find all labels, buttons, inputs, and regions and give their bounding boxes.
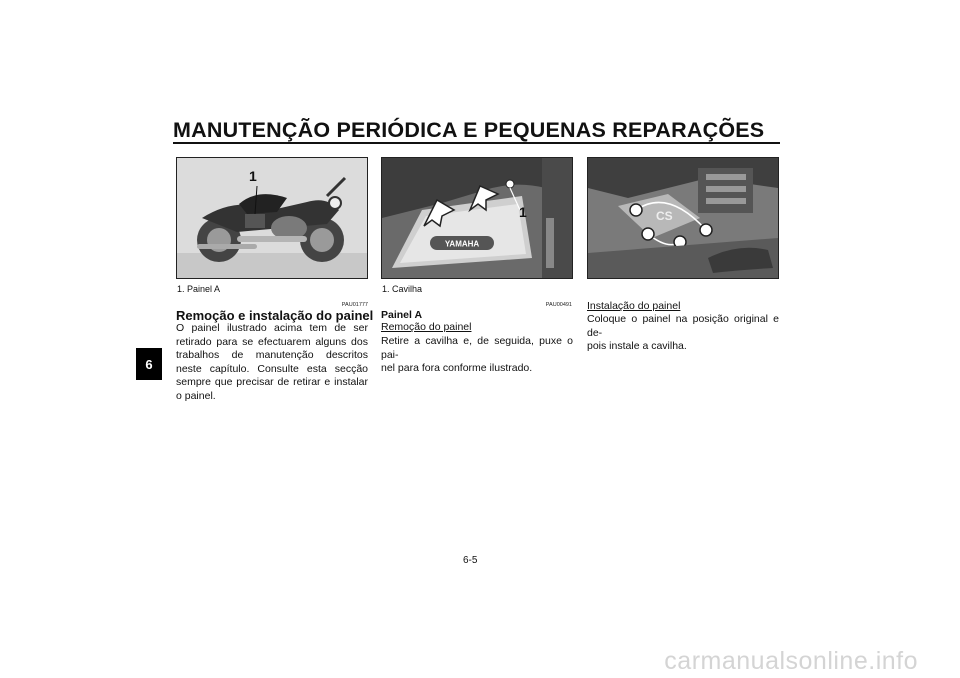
figure-callout: 1 [519,204,527,220]
installation-subheading: Instalação do painel [587,300,681,312]
yamaha-badge-text: YAMAHA [444,239,480,249]
figure-caption: 1. Painel A [177,284,221,294]
figure-installation [587,157,779,279]
section-code: PAU00491 [545,302,572,308]
installation-body [587,313,779,354]
body-line: Retire a cavilha e, de seguida, puxe o pai- [381,335,573,361]
figure-side-panel [381,157,573,279]
subsection-heading: Painel A [381,309,423,321]
subsection-body [381,335,573,376]
footer-watermark-link[interactable]: carmanualsonline.info [664,647,918,675]
cs-badge-text: CS [656,209,673,223]
header-rule [173,142,780,144]
section-body: O painel ilustrado acima tem de ser retirado para se efectuarem alguns dos trabalhos de manutenção descritos neste capítulo. Consulte esta secção sempre que precisar de retirar e instalar o painel. [176,322,368,402]
motorcycle-illustration [177,158,367,278]
section-code: PAU01777 [341,302,368,308]
figure-caption: 1. Cavilha [382,284,423,294]
body-line: Coloque o painel na posição original e de- [587,313,779,339]
chapter-tab[interactable]: 6 [136,348,162,380]
figure-callout: 1 [249,168,257,184]
installation-illustration [588,158,778,278]
figure-motorcycle [176,157,368,279]
side-panel-illustration [382,158,572,278]
subsection-subheading: Remoção do painel [381,321,472,333]
body-line: pois instale a cavilha. [587,340,687,353]
page-header-title: MANUTENÇÃO PERIÓDICA E PEQUENAS REPARAÇÕES [173,118,765,142]
page-number: 6-5 [463,555,478,566]
body-line: nel para fora conforme ilustrado. [381,362,533,375]
section-heading: Remoção e instalação do painel [176,308,374,323]
